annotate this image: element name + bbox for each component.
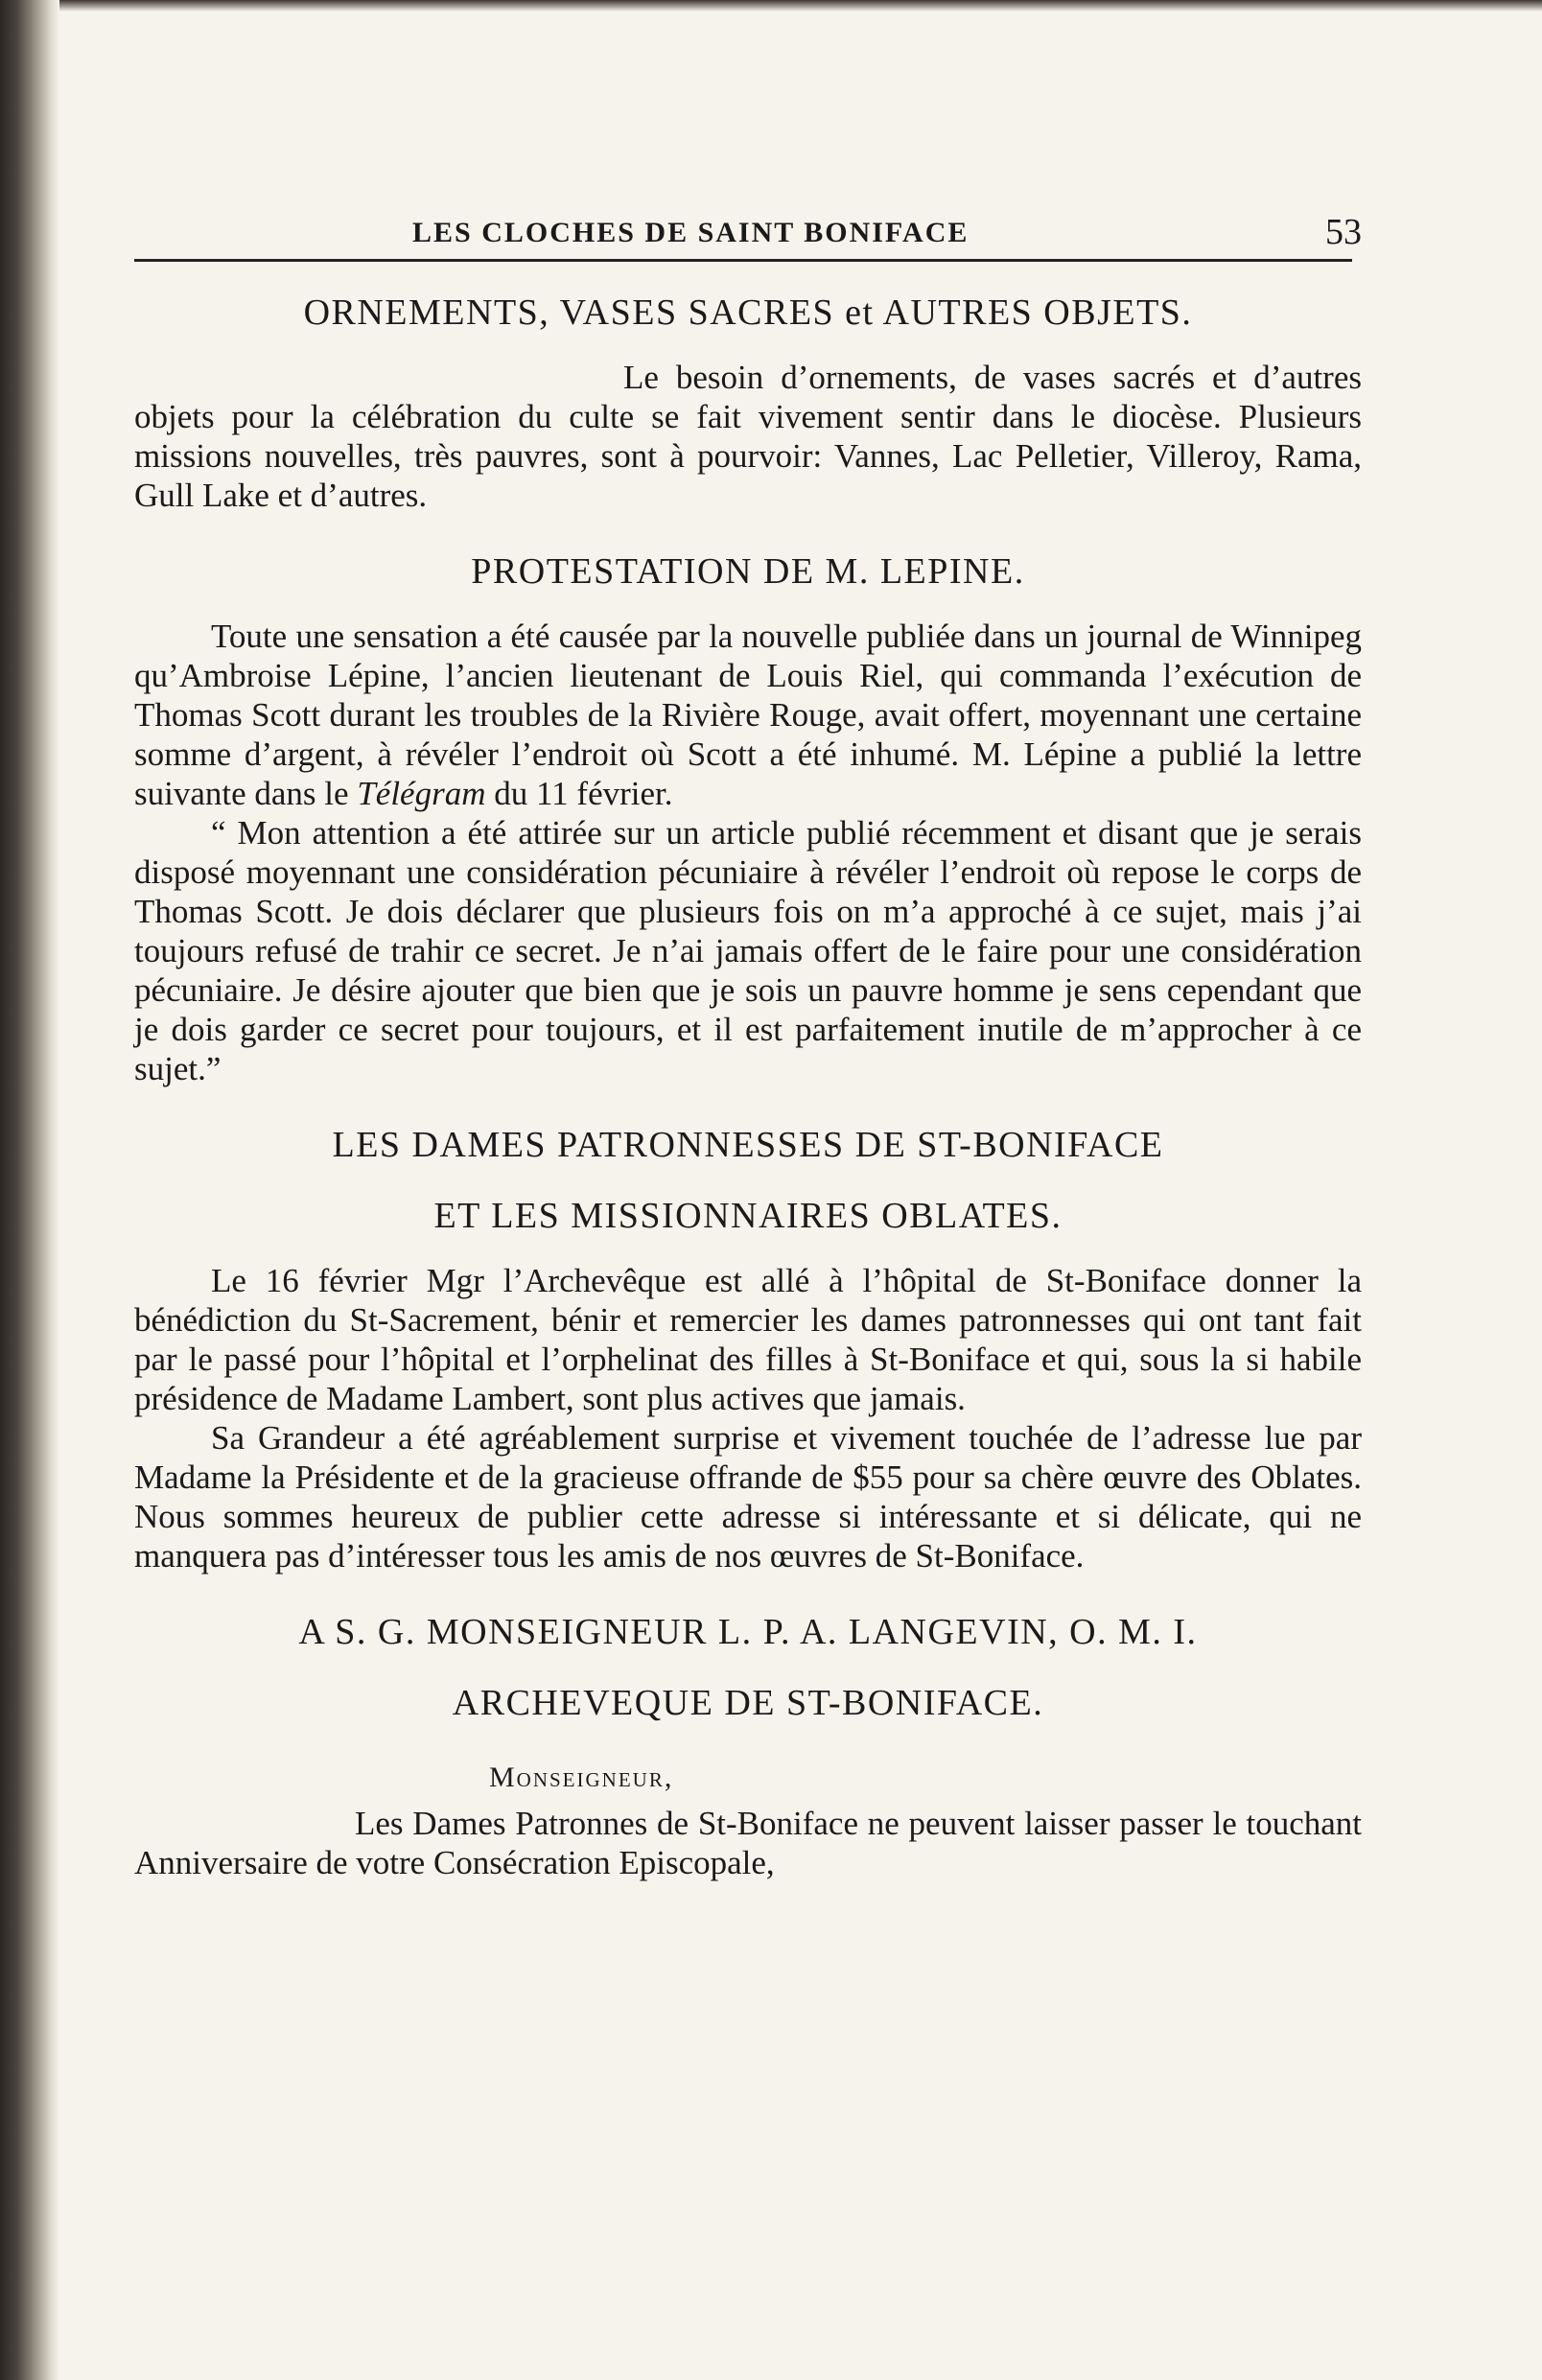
paragraph-text: Toute une sensation a été causée par la nouvelle publiée dans un journal de Winnipeg qu’Ambroise Lépine, l’ancien lieutenant de Louis Riel, qui commanda l’exécution de Thomas Scott durant les troubles de la Rivière Rouge, avait offert, moyennant une certaine somme d’argent, à révéler l’endroit où Scott a été inhumé. M. Lépine a publié la lettre suivante dans le [134, 618, 1362, 812]
section-subheading: ET LES MISSIONNAIRES OBLATES. [433, 1196, 1063, 1236]
header-rule [134, 259, 1352, 262]
section-heading: PROTESTATION DE M. LEPINE. [471, 551, 1025, 592]
paragraph [134, 617, 1362, 813]
address-subheading: ARCHEVEQUE DE ST-BONIFACE. [452, 1683, 1044, 1723]
address-heading: A S. G. MONSEIGNEUR L. P. A. LANGEVIN, O. M. I. [298, 1612, 1198, 1652]
section-dames [134, 1119, 1362, 1575]
page-top-edge [0, 0, 1542, 12]
paragraph: Les Dames Patronnes de St-Boniface ne peuvent laisser passer le touchant Anniversaire de votre Consécration Episcopale, [134, 1805, 1362, 1881]
book-page [134, 192, 1362, 1882]
salutation: Monseigneur, [489, 1762, 674, 1793]
quoted-letter: “ Mon attention a été attirée sur un article publié récemment et disant que je serais disposé moyennant une considération pécuniaire à révéler l’endroit où repose le corps de Thomas Scott. Je dois déclarer que plusieurs fois on m’a approché à ce sujet, mais j’ai toujours refusé de trahir ce secret. Je n’ai jamais offert de le faire pour une considération pécuniaire. Je désire ajouter que bien que je sois un pauvre homme je sens cependant que je dois garder ce secret pour toujours, et il est parfaitement inutile de m’approcher à ce sujet.” [134, 814, 1362, 1087]
page-number: 53 [1325, 212, 1362, 252]
paragraph-text: du 11 février. [494, 775, 673, 812]
running-header [134, 192, 1362, 259]
section-ornements [134, 287, 1362, 515]
paragraph: Sa Grandeur a été agréablement surprise et vivement touchée de l’adresse lue par Madame la Présidente et de la gracieuse offrande de $55 pour sa chère œuvre des Oblates. Nous sommes heureux de publier cette adresse si intéressante et si délicate, qui ne manquera pas d’intéresser tous les amis de nos œuvres de St-Boniface. [134, 1419, 1362, 1575]
section-heading: ORNEMENTS, VASES SACRES et AUTRES OBJETS. [303, 292, 1193, 333]
newspaper-name: Télégram [357, 775, 486, 812]
section-adresse [134, 1606, 1362, 1882]
section-protestation [134, 546, 1362, 1088]
section-heading: LES DAMES PATRONNESSES DE ST-BONIFACE [332, 1125, 1164, 1165]
paragraph: Le 16 février Mgr l’Archevêque est allé à l’hôpital de St-Boniface donner la bénédiction du St-Sacrement, bénir et remercier les dames patronnesses qui ont tant fait par le passé pour l’hôpital et l’orphelinat des filles à St-Boniface et qui, sous la si habile présidence de Madame Lambert, sont plus actives que jamais. [134, 1262, 1362, 1417]
paragraph: Le besoin d’ornements, de vases sacrés et d’autres objets pour la célébration du culte se fait vivement sentir dans le diocèse. Plusieurs missions nouvelles, très pauvres, sont à pourvoir: Vannes, Lac Pelletier, Villeroy, Rama, Gull Lake et d’autres. [134, 359, 1362, 514]
book-binding-shadow [0, 0, 59, 2380]
running-title: LES CLOCHES DE SAINT BONIFACE [412, 217, 970, 248]
